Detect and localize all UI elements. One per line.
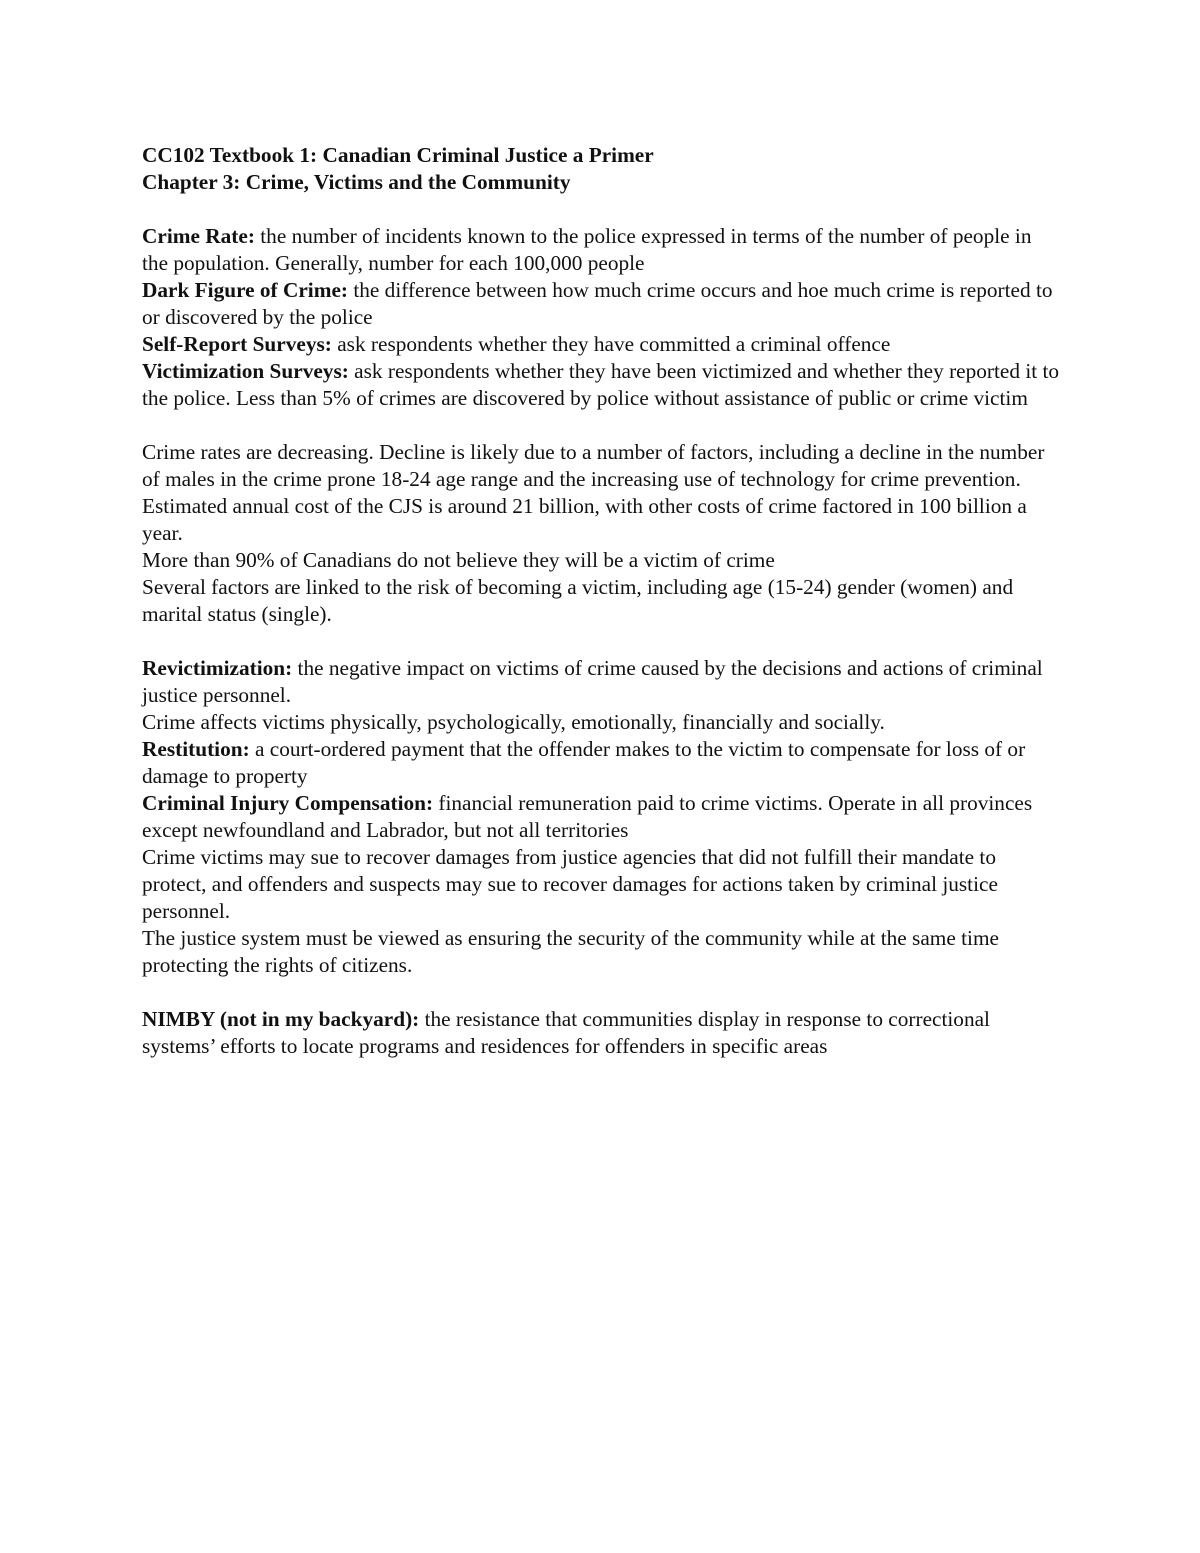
term-definition: the resistance that communities display in response to correctional systems’ efforts to locate programs and residences for offenders in specific areas bbox=[142, 1007, 990, 1058]
term-definition: the difference between how much crime occurs and hoe much crime is reported to or discovered by the police bbox=[142, 278, 1053, 329]
paragraph-risk-factors: Several factors are linked to the risk of becoming a victim, including age (15-24) gender (women) and marital status (single). bbox=[142, 575, 1014, 626]
definition-victimization bbox=[142, 358, 1062, 412]
paragraph-canadians-belief: More than 90% of Canadians do not believe they will be a victim of crime bbox=[142, 548, 775, 572]
definition-injury-compensation bbox=[142, 790, 1062, 844]
document-title: CC102 Textbook 1: Canadian Criminal Justice a Primer bbox=[142, 143, 654, 167]
term-label: Dark Figure of Crime: bbox=[142, 278, 349, 302]
term-definition: the number of incidents known to the police expressed in terms of the number of people in the population. Generally, number for each 100,000 people bbox=[142, 224, 1032, 275]
paragraph-crime-rates: Crime rates are decreasing. Decline is likely due to a number of factors, including a decline in the number of males in the crime prone 18-24 age range and the increasing use of technology for crime prevention. bbox=[142, 440, 1045, 491]
definition-restitution bbox=[142, 736, 1062, 790]
paragraph-annual-cost: Estimated annual cost of the CJS is around 21 billion, with other costs of crime factored in 100 billion a year. bbox=[142, 494, 1027, 545]
term-definition: a court-ordered payment that the offender makes to the victim to compensate for loss of or damage to property bbox=[142, 737, 1026, 788]
paragraph-sue: Crime victims may sue to recover damages from justice agencies that did not fulfill their mandate to protect, and offenders and suspects may sue to recover damages for actions taken by criminal justice personnel. bbox=[142, 845, 998, 923]
term-definition: the negative impact on victims of crime caused by the decisions and actions of criminal justice personnel. bbox=[142, 656, 1043, 707]
spacer bbox=[142, 628, 1062, 655]
term-label: Self-Report Surveys: bbox=[142, 332, 332, 356]
term-label: Criminal Injury Compensation: bbox=[142, 791, 434, 815]
document-page bbox=[142, 142, 1062, 1060]
term-label: Restitution: bbox=[142, 737, 250, 761]
paragraph-security: The justice system must be viewed as ensuring the security of the community while at the same time protecting the rights of citizens. bbox=[142, 926, 999, 977]
spacer bbox=[142, 196, 1062, 223]
term-definition: financial remuneration paid to crime victims. Operate in all provinces except newfoundland and Labrador, but not all territories bbox=[142, 791, 1033, 842]
term-label: Revictimization: bbox=[142, 656, 293, 680]
term-label: NIMBY (not in my backyard): bbox=[142, 1007, 420, 1031]
paragraph-crime-affects: Crime affects victims physically, psychologically, emotionally, financially and socially. bbox=[142, 710, 885, 734]
term-definition: ask respondents whether they have committed a criminal offence bbox=[331, 332, 891, 356]
chapter-title: Chapter 3: Crime, Victims and the Community bbox=[142, 170, 571, 194]
spacer bbox=[142, 412, 1062, 439]
definition-crime-rate bbox=[142, 223, 1062, 277]
term-label: Crime Rate: bbox=[142, 224, 255, 248]
definition-dark-figure bbox=[142, 277, 1062, 331]
definition-revictimization bbox=[142, 655, 1062, 709]
definition-nimby bbox=[142, 1006, 1062, 1060]
spacer bbox=[142, 979, 1062, 1006]
definition-self-report bbox=[142, 331, 1062, 358]
term-label: Victimization Surveys: bbox=[142, 359, 349, 383]
term-definition: ask respondents whether they have been victimized and whether they reported it to the police. Less than 5% of crimes are discovered by police without assistance of public or crime victim bbox=[142, 359, 1060, 410]
